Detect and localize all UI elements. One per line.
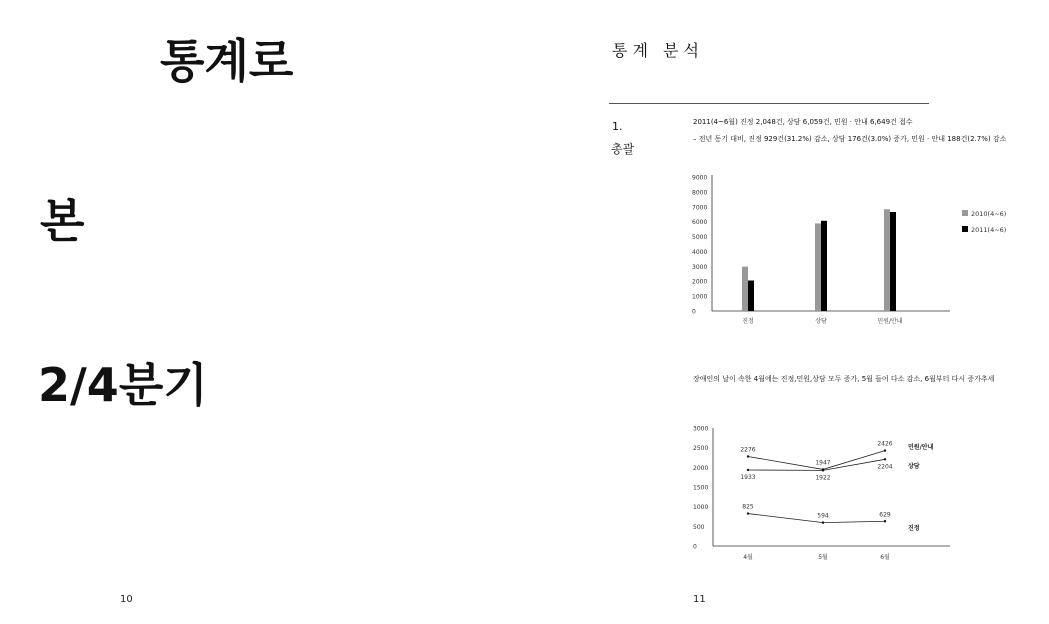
data-point [747,469,749,471]
y-tick-label: 0 [692,308,696,316]
data-point [747,455,749,457]
y-tick-label: 1500 [693,484,709,492]
left-page-number: 10 [120,594,133,605]
bar-2011 [821,221,827,311]
section-divider [609,103,929,104]
data-point [884,520,886,522]
y-tick-label: 4000 [692,248,708,256]
summary-line-1: 2011(4~6월) 진정 2,048건, 상담 6,059건, 민원 · 안내 6,649건 접수 [693,118,913,126]
data-label: 2276 [740,446,756,454]
data-point [822,469,824,471]
page-title-line-2: 본 [40,194,85,248]
y-tick-label: 2500 [693,445,709,453]
section-title: 통계 분석 [612,41,704,60]
y-tick-label: 0 [693,543,697,551]
bar-2011 [890,212,896,311]
series-label: 상담 [908,463,920,470]
y-tick-label: 1000 [692,293,708,301]
section-number: 1. [612,120,623,133]
page-title-line-3: 2/4분기 [38,358,208,412]
section-name: 총괄 [611,142,635,156]
right-page-number: 11 [693,594,706,605]
y-tick-label: 5000 [692,234,708,242]
data-label: 1922 [815,474,831,482]
y-tick-label: 2000 [692,278,708,286]
data-label: 2204 [877,463,893,471]
data-point [884,449,886,451]
data-label: 825 [742,503,754,511]
series-label: 진정 [908,525,920,532]
legend-swatch [962,210,968,216]
bar-2010 [742,267,748,311]
y-tick-label: 2000 [693,464,709,472]
y-tick-label: 3000 [693,425,709,433]
y-tick-label: 9000 [692,174,708,182]
line-chart-note: 장애인의 날이 속한 4월에는 진정,민원,상담 모두 증가, 5월 들어 다소 감소, 6월부터 다시 증가추세 [693,375,995,383]
y-tick-label: 500 [693,523,705,531]
data-label: 594 [817,512,829,520]
x-tick-label: 5월 [818,554,828,561]
x-tick-label: 4월 [743,554,753,561]
x-tick-label: 진정 [742,318,754,325]
data-point [822,521,824,523]
series-label: 민원/안내 [908,444,934,451]
data-point [884,458,886,460]
line-chart [680,420,980,570]
y-tick-label: 3000 [692,263,708,271]
bar-2011 [748,281,754,311]
y-tick-label: 6000 [692,219,708,227]
y-tick-label: 1000 [693,504,709,512]
y-tick-label: 8000 [692,189,708,197]
data-label: 2426 [877,440,893,448]
bar-chart [680,168,1025,330]
legend-swatch [962,226,968,232]
y-tick-label: 7000 [692,204,708,212]
bar-2010 [815,223,821,311]
summary-line-2: – 전년 동기 대비, 진정 929건(31.2%) 감소, 상담 176건(3.0%) 증가, 민원 · 안내 188건(2.7%) 감소 [693,135,1007,143]
x-tick-label: 6월 [880,554,890,561]
data-label: 629 [879,511,891,519]
data-label: 1933 [740,473,756,481]
bar-2010 [884,209,890,311]
legend-label: 2010(4~6) [971,210,1007,218]
legend-label: 2011(4~6) [971,226,1007,234]
page-title-line-1: 통계로 [160,34,294,88]
data-label: 1947 [815,459,831,467]
x-tick-label: 상담 [815,318,827,325]
data-point [747,512,749,514]
x-tick-label: 민원/안내 [877,318,903,325]
